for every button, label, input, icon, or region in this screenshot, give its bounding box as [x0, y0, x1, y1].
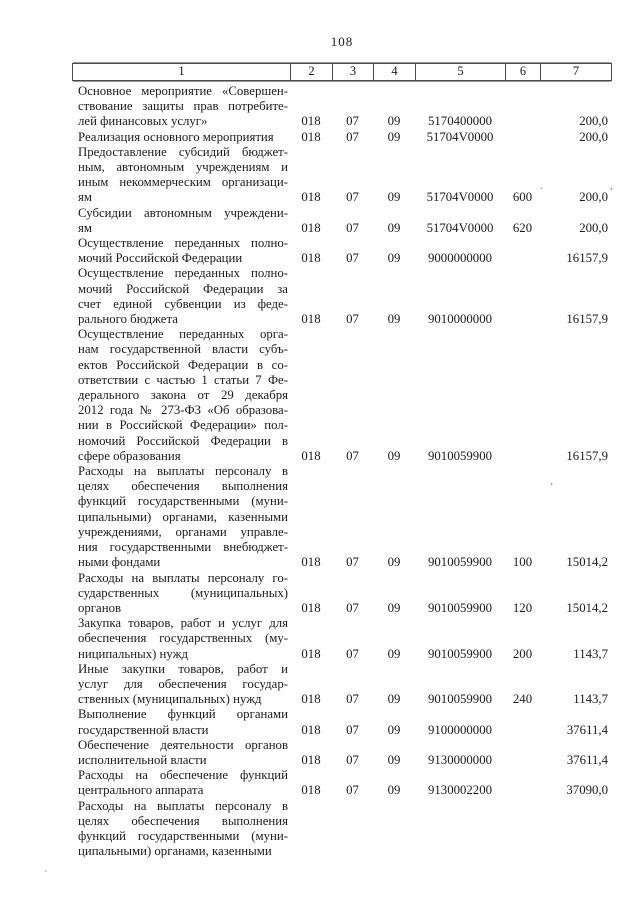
- table-row: [72, 84, 612, 130]
- subsection-code-cell: 09: [387, 251, 401, 266]
- expense-type-cell: 120: [512, 600, 533, 615]
- grbs-code-cell: 018: [301, 692, 321, 707]
- target-article-cell: 51704V0000: [426, 220, 494, 235]
- name-cell: Расходы на выплаты персоналу в целях обеспечения выполнения функций государственными (муни- ципальными) органами, казенными: [78, 798, 288, 859]
- section-code-cell: 07: [346, 722, 359, 737]
- amount-cell: 37090,0: [566, 783, 608, 798]
- grbs-code-cell: 018: [301, 752, 321, 767]
- section-code-cell: 07: [346, 251, 359, 266]
- name-cell: Расходы на обеспечение функций центрального аппарата: [78, 768, 288, 798]
- subsection-code-cell: 09: [387, 448, 401, 463]
- table-row: [72, 799, 612, 860]
- section-code-cell: 07: [346, 190, 359, 205]
- target-article-cell: 9010000000: [428, 312, 492, 327]
- target-article-cell: 9010059900: [428, 646, 492, 661]
- subsection-code-cell: 09: [387, 220, 401, 235]
- target-article-cell: 9130000000: [428, 752, 492, 767]
- target-article-cell: 9010059900: [428, 692, 492, 707]
- table-row: [72, 707, 612, 737]
- section-code-cell: 07: [346, 114, 359, 129]
- amount-cell: 200,0: [579, 190, 608, 205]
- target-article-cell: 5170400000: [428, 114, 492, 129]
- subsection-code-cell: 09: [387, 555, 401, 570]
- name-cell: Закупка товаров, работ и услуг для обеспечения государственных (му- ниципальных) нужд: [78, 616, 288, 661]
- grbs-code-cell: 018: [301, 312, 321, 327]
- target-article-cell: 9010059900: [428, 600, 492, 615]
- subsection-code-cell: 09: [387, 783, 401, 798]
- amount-cell: 16157,9: [566, 251, 608, 266]
- subsection-code-cell: 09: [387, 129, 401, 144]
- subsection-code-cell: 09: [387, 646, 401, 661]
- subsection-code-cell: 09: [387, 722, 401, 737]
- column-header-3: 3: [332, 64, 373, 80]
- section-code-cell: 07: [346, 600, 359, 615]
- column-header-5: 5: [415, 64, 505, 80]
- name-cell: Выполнение функций органами государственной власти: [78, 707, 288, 737]
- table-row: [72, 206, 612, 236]
- scan-artifact: ’: [550, 482, 554, 493]
- column-header-4: 4: [373, 64, 415, 80]
- target-article-cell: 51704V0000: [426, 190, 494, 205]
- budget-table: [72, 63, 612, 859]
- grbs-code-cell: 018: [301, 220, 321, 235]
- section-code-cell: 07: [346, 752, 359, 767]
- grbs-code-cell: 018: [301, 190, 321, 205]
- section-code-cell: 07: [346, 692, 359, 707]
- amount-cell: 37611,4: [566, 752, 608, 767]
- section-code-cell: 07: [346, 129, 359, 144]
- grbs-code-cell: 018: [301, 722, 321, 737]
- table-row: [72, 662, 612, 708]
- target-article-cell: 51704V0000: [426, 129, 494, 144]
- subsection-code-cell: 09: [387, 190, 401, 205]
- table-row: [72, 464, 612, 570]
- section-code-cell: 07: [346, 646, 359, 661]
- table-row: [72, 738, 612, 768]
- amount-cell: 15014,2: [566, 555, 608, 570]
- table-row: [72, 145, 612, 206]
- name-cell: Основное мероприятие «Совершен- ствование защиты прав потребите- лей финансовых услуг»: [78, 84, 288, 129]
- table-row: [72, 768, 612, 798]
- amount-cell: 16157,9: [566, 312, 608, 327]
- subsection-code-cell: 09: [387, 312, 401, 327]
- table-row: [72, 266, 612, 327]
- section-code-cell: 07: [346, 312, 359, 327]
- expense-type-cell: 200: [512, 646, 533, 661]
- amount-cell: 200,0: [579, 129, 608, 144]
- subsection-code-cell: 09: [387, 752, 401, 767]
- name-cell: Осуществление переданных орга- нам государственной власти субъ- ектов Российской Федерации в со- ответствии с частью 1 статьи 7 Фе- дерального закона от 29 декабря 2012 года № 273-ФЗ «Об образова- нии в Российской Федерации» пол- номочий Российской Федерации в сфере образования: [78, 327, 288, 463]
- target-article-cell: 9000000000: [428, 251, 492, 266]
- table-row: [72, 571, 612, 617]
- expense-type-cell: 620: [512, 220, 533, 235]
- column-header-1: 1: [72, 64, 290, 80]
- expense-type-cell: 600: [512, 190, 533, 205]
- scan-artifact: `: [44, 870, 48, 881]
- amount-cell: 200,0: [579, 114, 608, 129]
- amount-cell: 15014,2: [566, 600, 608, 615]
- grbs-code-cell: 018: [301, 555, 321, 570]
- target-article-cell: 9010059900: [428, 555, 492, 570]
- grbs-code-cell: 018: [301, 448, 321, 463]
- target-article-cell: 9100000000: [428, 722, 492, 737]
- table-row: [72, 616, 612, 662]
- name-cell: Предоставление субсидий бюджет- ным, автономным учреждениям и иным некоммерческим организаци- ям: [78, 144, 288, 205]
- table-header-row: [72, 63, 612, 81]
- section-code-cell: 07: [346, 220, 359, 235]
- section-code-cell: 07: [346, 555, 359, 570]
- expense-type-cell: 240: [512, 692, 533, 707]
- name-cell: Иные закупки товаров, работ и услуг для обеспечения государ- ственных (муниципальных) нужд: [78, 661, 288, 707]
- subsection-code-cell: 09: [387, 692, 401, 707]
- amount-cell: 1143,7: [573, 692, 608, 707]
- amount-cell: 37611,4: [566, 722, 608, 737]
- grbs-code-cell: 018: [301, 129, 321, 144]
- amount-cell: 200,0: [579, 220, 608, 235]
- page-number: 108: [330, 34, 354, 49]
- expense-type-cell: 100: [512, 555, 533, 570]
- table-body: [72, 84, 612, 859]
- column-header-7: 7: [540, 64, 612, 80]
- amount-cell: 1143,7: [573, 646, 608, 661]
- target-article-cell: 9010059900: [428, 448, 492, 463]
- column-header-6: 6: [505, 64, 540, 80]
- grbs-code-cell: 018: [301, 114, 321, 129]
- section-code-cell: 07: [346, 783, 359, 798]
- scan-artifact: .: [540, 181, 543, 192]
- amount-cell: 16157,9: [566, 448, 608, 463]
- grbs-code-cell: 018: [301, 783, 321, 798]
- name-cell: Осуществление переданных полно- мочий Российской Федерации: [78, 236, 288, 266]
- subsection-code-cell: 09: [387, 114, 401, 129]
- table-row: [72, 130, 612, 145]
- name-cell: Расходы на выплаты персоналу в целях обеспечения выполнения функций государственными (муни- ципальными) органами, казенными учреждениями, органами управле- ния государственными внебюджет- ными фондами: [78, 464, 288, 570]
- scan-artifact: ,: [610, 181, 613, 192]
- grbs-code-cell: 018: [301, 600, 321, 615]
- column-header-2: 2: [290, 64, 332, 80]
- name-cell: Осуществление переданных полно- мочий Российской Федерации за счет единой субвенции из феде- рального бюджета: [78, 266, 288, 327]
- target-article-cell: 9130002200: [428, 783, 492, 798]
- subsection-code-cell: 09: [387, 600, 401, 615]
- table-row: [72, 327, 612, 464]
- table-row: [72, 236, 612, 266]
- name-cell: Расходы на выплаты персоналу го- сударственных (муниципальных) органов: [78, 570, 288, 615]
- name-cell: Реализация основного мероприятия: [78, 129, 274, 144]
- name-cell: Обеспечение деятельности органов исполнительной власти: [78, 737, 288, 767]
- section-code-cell: 07: [346, 448, 359, 463]
- name-cell: Субсидии автономным учреждени- ям: [78, 205, 288, 235]
- grbs-code-cell: 018: [301, 251, 321, 266]
- grbs-code-cell: 018: [301, 646, 321, 661]
